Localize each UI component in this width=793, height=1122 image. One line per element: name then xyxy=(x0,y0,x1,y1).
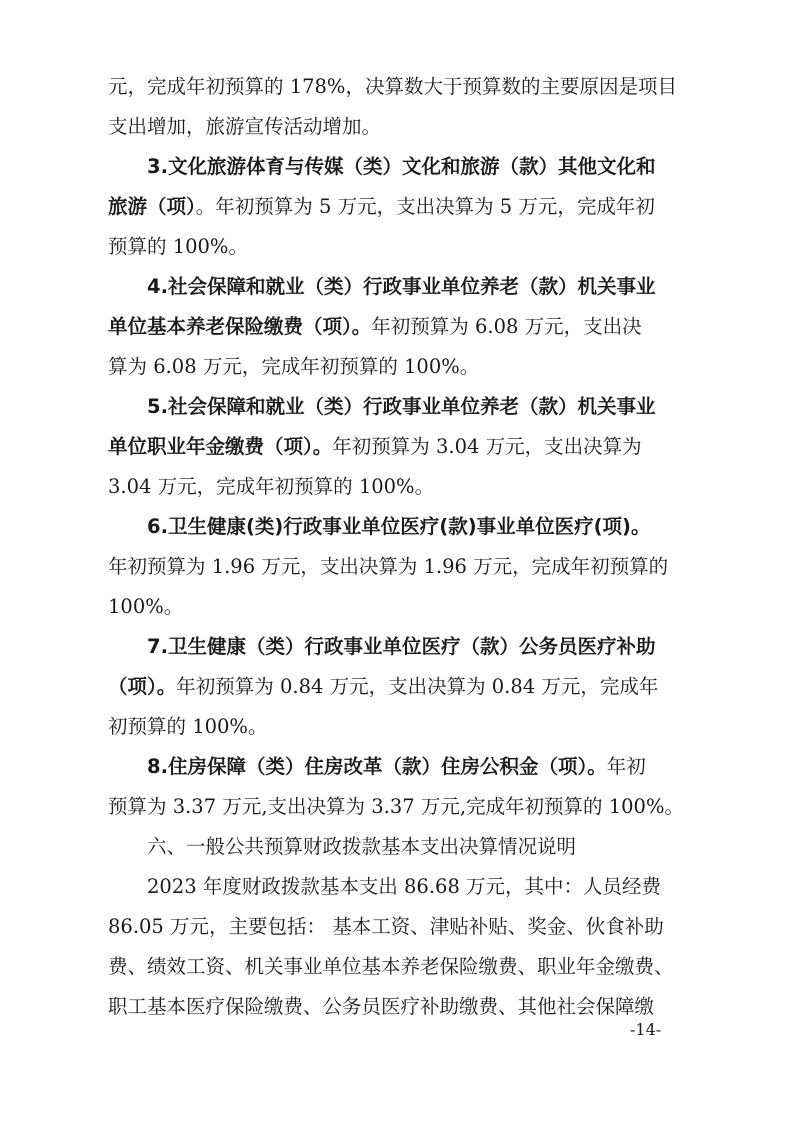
item-3-title: 3.文化旅游体育与传媒（类）文化和旅游（款）其他文化和 xyxy=(147,155,656,178)
item-7-text: 年初预算为 0.84 万元，支出决算为 0.84 万元，完成年 xyxy=(176,675,659,698)
item-3-text: 。年初预算为 5 万元，支出决算为 5 万元，完成年初 xyxy=(195,195,655,218)
item-5-text: 年初预算为 3.04 万元，支出决算为 xyxy=(332,435,642,458)
section-heading: 六、一般公共预算财政拨款基本支出决算情况说明 xyxy=(147,835,577,858)
item-7-title-cont: （项）。 xyxy=(108,675,177,698)
text-line: 初预算的 100%。 xyxy=(108,715,268,738)
item-4-title-cont: 单位基本养老保险缴费（项）。 xyxy=(108,315,372,338)
text-line: 元，完成年初预算的 178%，决算数大于预算数的主要原因是项目 xyxy=(108,75,677,98)
item-8-title: 8.住房保障（类）住房改革（款）住房公积金（项）。 xyxy=(147,755,607,778)
item-4-title: 4.社会保障和就业（类）行政事业单位养老（款）机关事业 xyxy=(147,275,656,298)
text-line: 预算为 3.37 万元,支出决算为 3.37 万元,完成年初预算的 100%。 xyxy=(108,795,684,818)
text-line: 2023 年度财政拨款基本支出 86.68 万元，其中：人员经费 xyxy=(147,875,662,898)
item-5-title: 5.社会保障和就业（类）行政事业单位养老（款）机关事业 xyxy=(147,395,656,418)
item-3-line xyxy=(108,188,694,225)
text-line: 算为 6.08 万元，完成年初预算的 100%。 xyxy=(108,355,480,378)
item-7-title: 7.卫生健康（类）行政事业单位医疗（款）公务员医疗补助 xyxy=(147,635,656,658)
text-line: 86.05 万元，主要包括： 基本工资、津贴补贴、奖金、伙食补助 xyxy=(108,915,664,938)
text-line: 费、绩效工资、机关事业单位基本养老保险缴费、职业年金缴费、 xyxy=(108,955,674,978)
item-5-line xyxy=(108,428,694,465)
item-4-text: 年初预算为 6.08 万元，支出决 xyxy=(371,315,642,338)
text-line: 3.04 万元，完成年初预算的 100%。 xyxy=(108,475,435,498)
item-6-title: 6.卫生健康(类)行政事业单位医疗(款)事业单位医疗(项)。 xyxy=(147,515,651,538)
text-line: 支出增加，旅游宣传活动增加。 xyxy=(108,115,382,138)
item-3-title-cont: 旅游（项） xyxy=(108,195,196,218)
text-line: 年初预算为 1.96 万元，支出决算为 1.96 万元，完成年初预算的 xyxy=(108,555,669,578)
page-number: -14- xyxy=(630,1020,662,1039)
item-7-line xyxy=(108,668,694,705)
item-5-title-cont: 单位职业年金缴费（项）。 xyxy=(108,435,333,458)
item-8-text: 年初 xyxy=(606,755,646,778)
text-line: 100%。 xyxy=(108,595,184,618)
text-line: 职工基本医疗保险缴费、公务员医疗补助缴费、其他社会保障缴 xyxy=(108,995,655,1018)
text-line: 预算的 100%。 xyxy=(108,235,248,258)
item-8-line xyxy=(108,748,694,785)
item-4-line xyxy=(108,308,694,345)
